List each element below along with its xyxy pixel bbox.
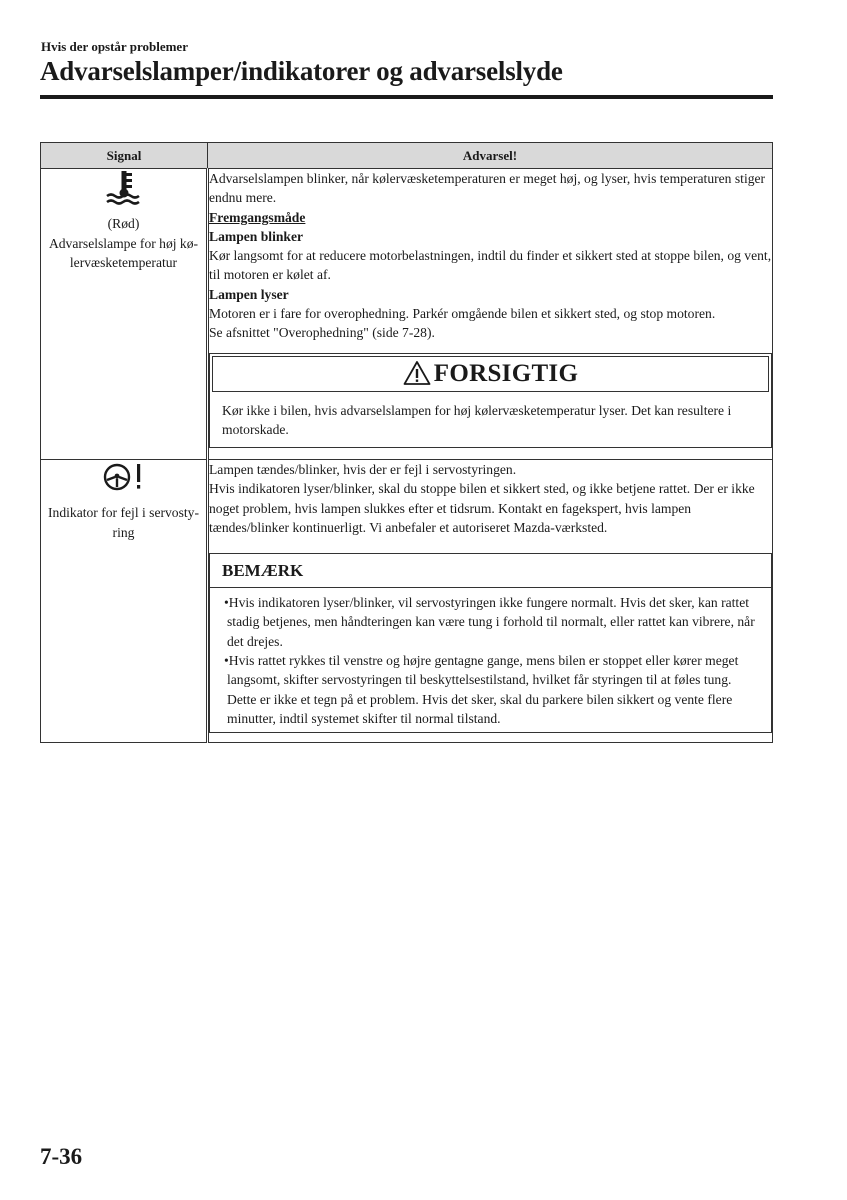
lamp-blinks-heading: Lampen blinker [209,228,304,244]
note-heading: BEMÆRK [210,554,771,588]
warning-cell [208,169,773,460]
section-reference: Se afsnittet "Overophedning" (side 7-28). [209,325,435,341]
signal-name-line: Advarselslampe for høj kø- [48,235,199,251]
warning-intro: Advarselslampen blinker, når kølervæsketemperaturen er meget høj, og lyser, hvis temperaturen stiger endnu mere. [209,171,766,206]
note-box [209,553,772,733]
warning-intro: Lampen tændes/blinker, hvis der er fejl i servostyringen. [209,462,517,477]
procedure-heading: Fremgangsmåde [209,209,306,225]
warning-triangle-icon [403,360,434,388]
power-steering-warning-icon [41,460,206,499]
signal-cell [41,169,208,460]
section-label: Hvis der opstår problemer [41,39,188,54]
coolant-temperature-icon [41,169,206,210]
caution-text: Kør ikke i bilen, hvis advarselslampen for høj kølervæsketemperatur lyser. Det kan resultere i motorskade. [222,402,732,437]
caution-heading: FORSIGTIG [433,360,579,388]
column-header-signal: Signal [41,143,208,169]
note-body [210,588,771,732]
warning-table [40,142,773,743]
signal-cell [41,460,208,743]
page-number: 7-36 [40,1144,83,1169]
caution-box [209,353,772,449]
note-item: •Hvis indikatoren lyser/blinker, vil servostyringen ikke fungere normalt. Hvis det sker, kan rattet stadig betjenes, men håndteringen kan være tung i forhold til normalt, eller rattet kan vibrere, når det drejes. [224,595,755,649]
note-item: •Hvis rattet rykkes til venstre og højre gentagne gange, mens bilen er stoppet eller kører meget langsomt, skifter servostyringen til beskyttelsestilstand, hvilket får styringen til at føles tung. Dette er ikke et tegn på et problem. Hvis det sker, skal du parkere bilen sikkert og vente flere minutter, indtil systemet skifter til normal tilstand. [224,653,739,726]
signal-name-line: ring [112,524,135,540]
table-row [41,169,773,460]
warning-cell [208,460,773,743]
page-title: Advarselslamper/indikatorer og advarselslyde [40,56,563,86]
table-header-row [41,143,773,169]
signal-color-note: (Rød) [107,216,140,232]
table-row [41,460,773,743]
signal-name-line: lervæsketemperatur [69,254,178,270]
lamp-lit-text: Motoren er i fare for overophedning. Parkér omgående bilen et sikkert sted, og stop motoren. [209,306,716,322]
lamp-blinks-text: Kør langsomt for at reducere motorbelastningen, indtil du finder et sikkert sted at stoppe bilen, og vent, til motoren er kølet af. [209,248,772,283]
column-header-warning: Advarsel! [208,143,773,169]
warning-text: Hvis indikatoren lyser/blinker, skal du stoppe bilen et sikkert sted, og ikke betjene rattet. Der er ikke noget problem, hvis lampen slukkes efter et tidsrum. Kontakt en fagekspert, hvis lampen tændes/blinker kontinuerligt. Vi anbefaler et autoriseret Mazda-værksted. [209,481,755,535]
lamp-lit-heading: Lampen lyser [209,286,289,302]
caution-header [212,356,769,392]
signal-name-line: Indikator for fejl i servosty- [48,505,199,521]
title-divider [40,95,773,99]
